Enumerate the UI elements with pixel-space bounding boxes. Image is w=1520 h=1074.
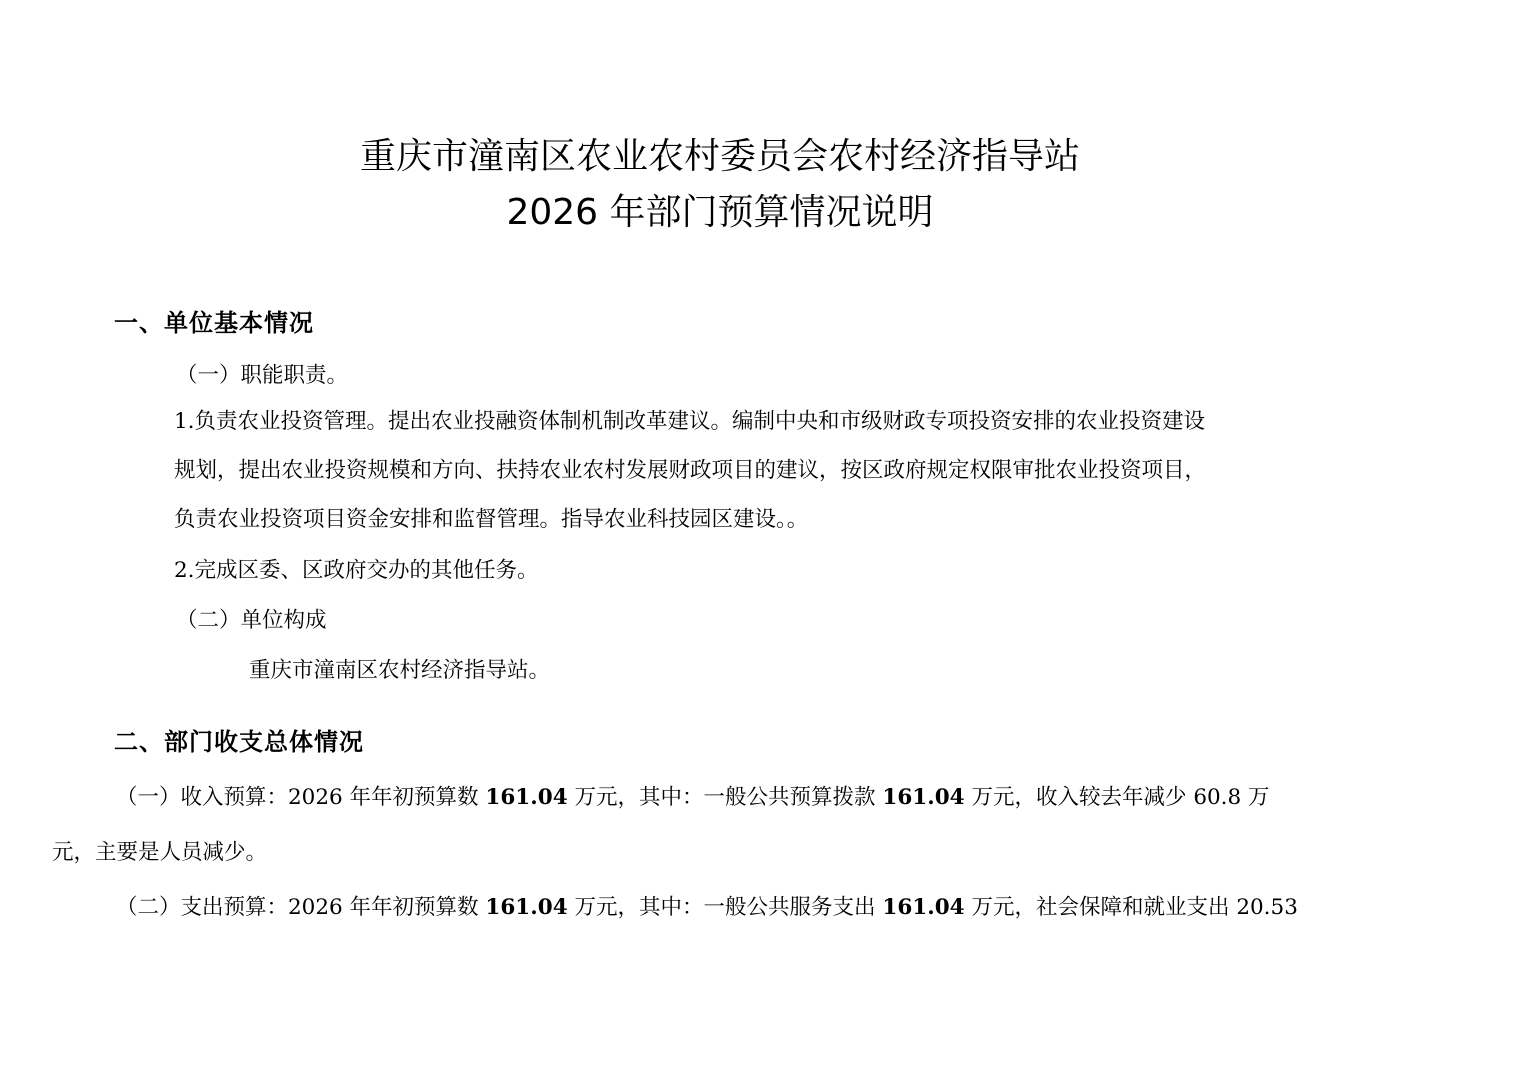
document-title-line2: 2026 年部门预算情况说明 <box>506 192 934 233</box>
unit-name: 重庆市潼南区农村经济指导站。 <box>249 658 551 683</box>
income-paragraph-line2: 元，主要是人员减少。 <box>52 840 268 865</box>
subsection-duties: （一）职能职责。 <box>176 363 349 388</box>
expense-amount-total: 161.04 <box>485 895 568 920</box>
income-text-b: 万元，其中：一般公共预算拨款 <box>567 785 883 810</box>
income-text-c: 万元，收入较去年减少 60.8 万 <box>964 785 1270 810</box>
section2-heading: 二、部门收支总体情况 <box>114 728 364 756</box>
duty2: 2.完成区委、区政府交办的其他任务。 <box>174 558 539 583</box>
expense-text-b: 万元，其中：一般公共服务支出 <box>567 895 883 920</box>
income-amount-total: 161.04 <box>485 785 568 810</box>
income-amount-general: 161.04 <box>882 785 965 810</box>
section1-heading: 一、单位基本情况 <box>114 309 314 337</box>
expense-text-c: 万元，社会保障和就业支出 20.53 <box>964 895 1298 920</box>
duty1-line1: 1.负责农业投资管理。提出农业投融资体制机制改革建议。编制中央和市级财政专项投资安排的农业投资建设 <box>174 409 1206 434</box>
expense-text-a: （二）支出预算：2026 年年初预算数 <box>116 895 486 920</box>
duty1-line2: 规划，提出农业投资规模和方向、扶持农业农村发展财政项目的建议，按区政府规定权限审批农业投资项目， <box>174 458 1207 483</box>
income-text-a: （一）收入预算：2026 年年初预算数 <box>116 785 486 810</box>
duty1-line3: 负责农业投资项目资金安排和监督管理。指导农业科技园区建设。。 <box>174 507 809 532</box>
income-paragraph-line1 <box>116 783 1270 813</box>
expense-amount-general: 161.04 <box>882 895 965 920</box>
document-title-line1: 重庆市潼南区农业农村委员会农村经济指导站 <box>359 136 1080 177</box>
subsection-composition: （二）单位构成 <box>176 608 327 633</box>
expense-paragraph-line1 <box>116 893 1298 923</box>
